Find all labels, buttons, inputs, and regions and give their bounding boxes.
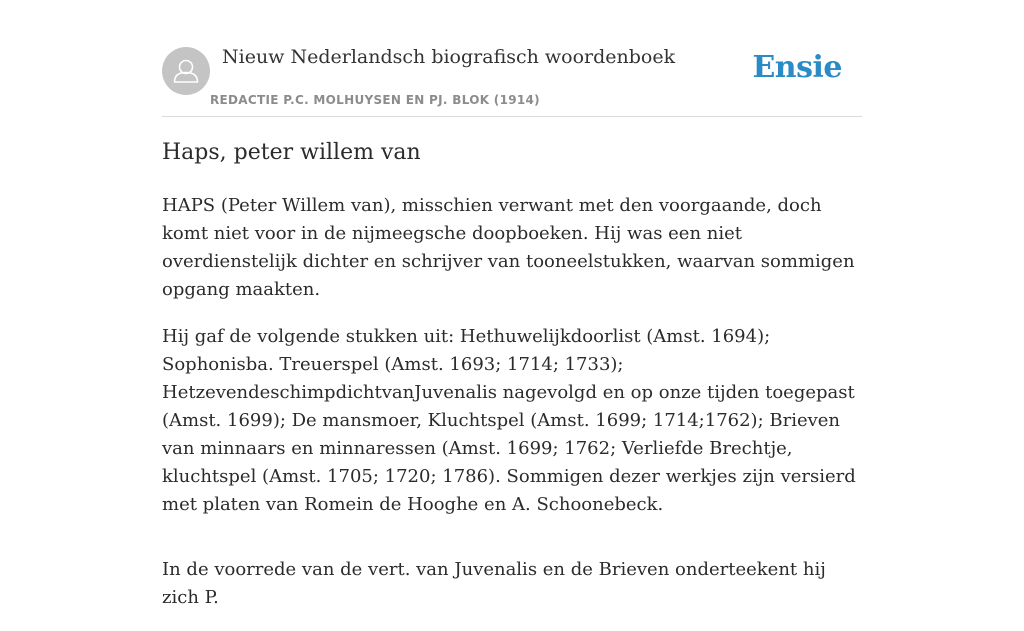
brand-logo[interactable]: Ensie (752, 50, 842, 85)
article-page (162, 0, 862, 608)
entry-body (162, 192, 862, 631)
entry-title: Haps, peter willem van (162, 140, 421, 165)
book-title[interactable]: Nieuw Nederlandsch biografisch woordenboek (222, 46, 676, 68)
entry-paragraph: In de voorrede van de vert. van Juvenalis en de Brieven onderteekent hij zich P. (162, 559, 826, 608)
avatar[interactable] (162, 47, 210, 95)
entry-paragraph: Hij gaf de volgende stukken uit: Hethuwelijkdoorlist (Amst. 1694); Sophonisba. Treuerspel (Amst. 1693; 1714; 1733); HetzevendeschimpdichtvanJuvenalis nagevolgd en op onze tijden toegepast (Amst. 1699); De mansmoer, Kluchtspel (Amst. 1699; 1714;1762); Brieven van minnaars en minnaressen (Amst. 1699; 1762; Verliefde Brechtje, kluchtspel (Amst. 1705; 1720; 1786). Sommigen dezer werkjes zijn versierd met platen van Romein de Hooghe en A. Schoonebeck. (162, 326, 856, 515)
article-header (162, 0, 862, 117)
user-icon (162, 47, 210, 95)
entry-paragraph: HAPS (Peter Willem van), misschien verwant met den voorgaande, doch komt niet voor in de nijmeegsche doopboeken. Hij was een niet overdienstelijk dichter en schrijver van tooneelstukken, waarvan sommigen opgang maakten. (162, 195, 855, 300)
book-editors: REDACTIE P.C. MOLHUYSEN EN PJ. BLOK (1914) (210, 93, 540, 107)
